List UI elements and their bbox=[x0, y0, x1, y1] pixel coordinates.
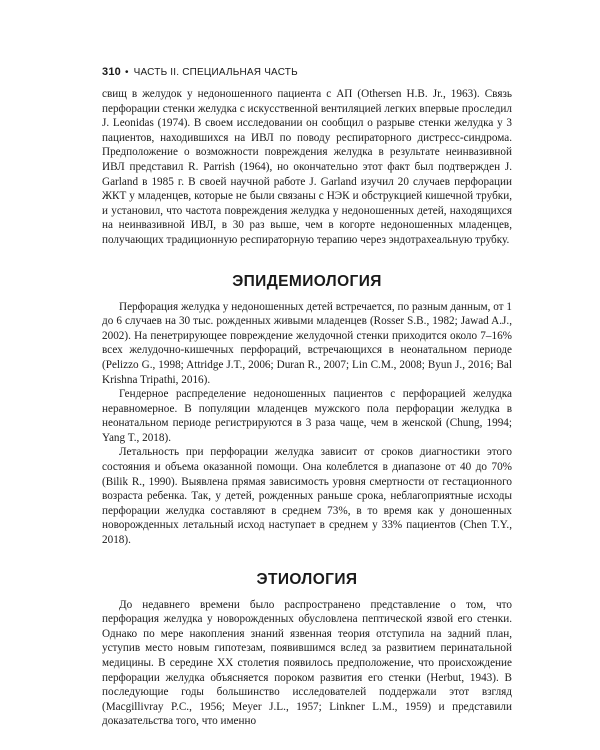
running-head bbox=[102, 66, 512, 78]
header-bullet: • bbox=[124, 67, 129, 78]
page-number: 310 bbox=[102, 66, 121, 78]
etiology-paragraph-1: До недавнего времени было распространено представление о том, что перфорация желудка у новорожденных обусловлена пептической язвой его стенки. Однако по мере накопления знаний язвенная теория отступила на задний план, уступив место новым гипотезам, появившимся вслед за развитием перинатальной медицины. В середине ХХ столетия появилось предположение, что происхождение перфорации желудка объясняется пороком развития его стенки (Herbut, 1943). В последующие годы большинство исследователей поддержали этот взгляд (Macgillivray P.C., 1956; Meyer J.L., 1957; Linkner L.M., 1959) и представили доказательства того, что именно bbox=[102, 598, 512, 728]
heading-epidemiology: ЭПИДЕМИОЛОГИЯ bbox=[232, 272, 382, 290]
section-title: ЧАСТЬ II. СПЕЦИАЛЬНАЯ ЧАСТЬ bbox=[133, 67, 298, 78]
heading-etiology: ЭТИОЛОГИЯ bbox=[256, 570, 358, 588]
intro-paragraph: свищ в желудок у недоношенного пациента с АП (Othersen H.B. Jr., 1963). Связь перфорации стенки желудка с искусственной вентиляцией легких впервые проследил J. Leonidas (1974). В своем исследовании он сообщил о разрыве стенки желудка у 3 пациентов, находившихся на ИВЛ по поводу респираторного дистресс-синдрома. Предположение о возможности повреждения желудка в результате неинвазивной ИВЛ представил R. Parrish (1964), но окончательно этот факт был подтвержден J. Garland в 1985 г. В своей научной работе J. Garland изучил 20 случаев перфорации ЖКТ у младенцев, которые не были связаны с НЭК и обструкцией кишечной трубки, и установил, что частота повреждения желудка у недоношенных детей, находящихся на неинвазивной ИВЛ, в 30 раз выше, чем в когорте недоношенных младенцев, получающих традиционную респираторную терапию через эндотрахеальную трубку. bbox=[102, 88, 512, 246]
epidemiology-paragraph-1: Перфорация желудка у недоношенных детей встречается, по разным данным, от 1 до 6 случаев на 30 тыс. рожденных живыми младенцев (Rosser S.B., 1982; Jawad A.J., 2002). На пенетрирующее повреждение желудочной стенки приходится около 7–16% всех желудочно-кишечных перфораций, встречающихся в неонатальном периоде (Pelizzo G., 1998; Attridge J.T., 2006; Duran R., 2007; Lin C.M., 2008; Byun J., 2016; Bal Krishna Tripathi, 2016). bbox=[102, 300, 512, 386]
body-text bbox=[102, 87, 512, 729]
epidemiology-paragraph-3: Летальность при перфорации желудка зависит от сроков диагностики этого состояния и объема оказанной помощи. Она колеблется в диапазоне от 40 до 70% (Bilik R., 1990). Выявлена прямая зависимость уровня смертности от гестационного возраста ребенка. Так, у детей, рожденных раньше срока, неблагоприятные исходы перфорации желудка составляют в среднем 73%, в то время как у доношенных новорожденных летальный исход наступает в среднем у 33% пациентов (Chen T.Y., 2018). bbox=[102, 446, 512, 547]
epidemiology-paragraph-2: Гендерное распределение недоношенных пациентов с перфорацией желудка неравномерное. В популяции младенцев мужского пола перфорации желудка в неонатальном периоде регистрируются в 3 раза чаще, чем в женской (Chung, 1994; Yang T., 2018). bbox=[102, 388, 512, 444]
